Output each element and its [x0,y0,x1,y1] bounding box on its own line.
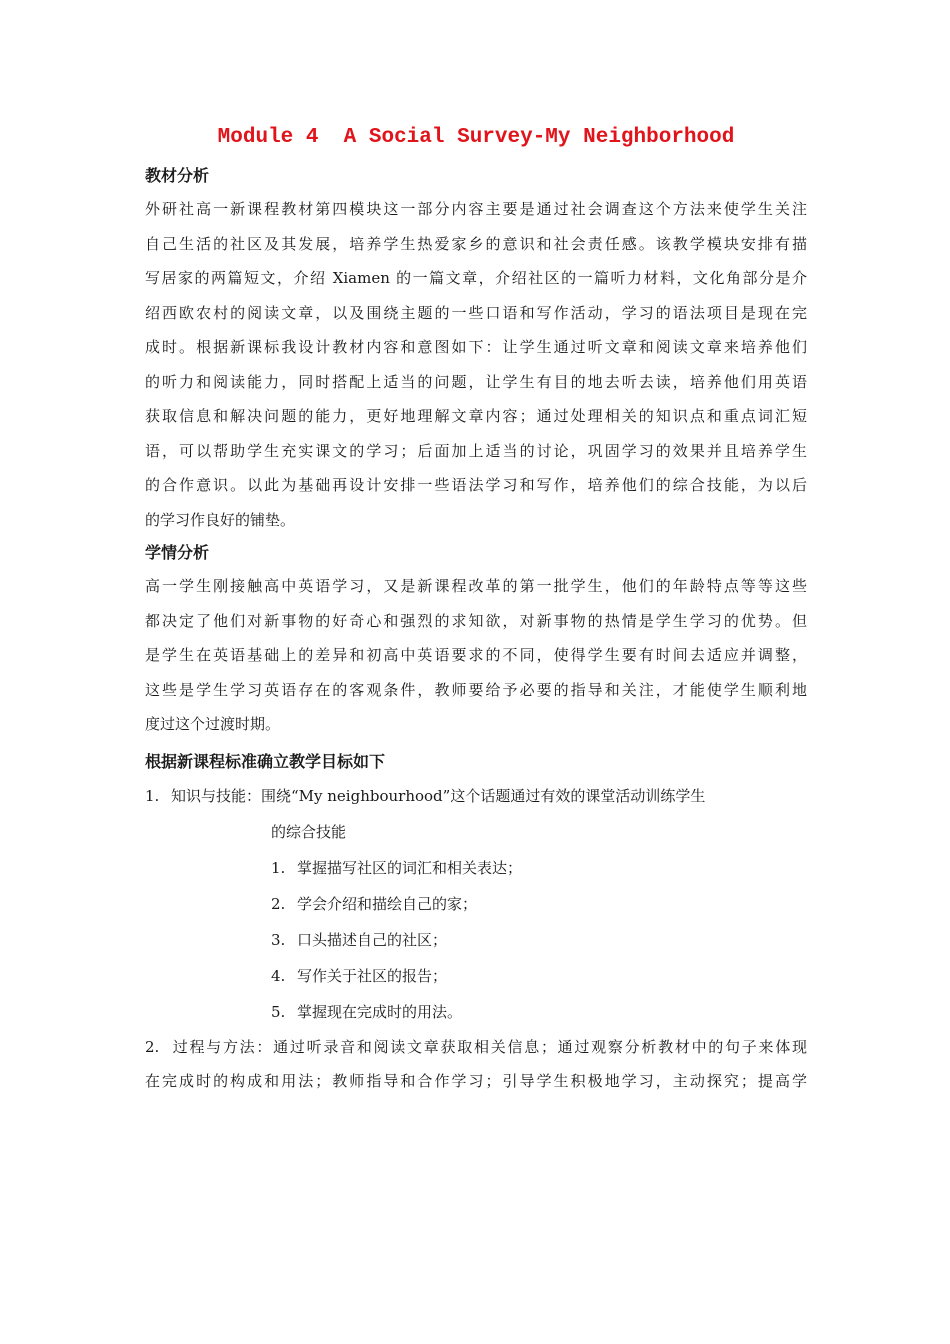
paragraph-textbook-analysis [145,192,807,537]
paragraph-line: 在完成时的构成和用法；教师指导和合作学习；引导学生积极地学习，主动探究；提高学 [145,1072,807,1090]
paragraph-line: 语，可以帮助学生充实课文的学习；后面加上适当的讨论，巩固学习的效果并且培养学生 [145,441,807,460]
section-heading-textbook-analysis: 教材分析 [145,166,210,185]
list-number: 4. [271,966,286,985]
paragraph-line: 绍西欧农村的阅读文章，以及围绕主题的一些口语和写作活动，学习的语法项目是现在完 [145,303,807,322]
paragraph-line: 外研社高一新课程教材第四模块这一部分内容主要是通过社会调查这个方法来使学生关注 [145,200,807,218]
objective-item-1 [145,778,807,814]
paragraph-line: 高一学生刚接触高中英语学习，又是新课程改革的第一批学生，他们的年龄特点等等这些 [145,577,807,595]
paragraph-line: 的听力和阅读能力，同时搭配上适当的问题，让学生有目的地去听去读，培养他们用英语 [145,372,807,391]
list-number: 3. [271,930,286,949]
section-heading-learner-analysis: 学情分析 [145,543,210,562]
paragraph-line: 的合作意识。以此为基础再设计安排一些语法学习和写作，培养他们的综合技能，为以后 [145,476,807,494]
sub-item-text: 口头描述自己的社区； [297,930,448,949]
sub-item-text: 写作关于社区的报告； [297,966,448,985]
document-title: Module 4 A Social Survey-My Neighborhood [217,126,735,149]
objective-text: 知识与技能：围绕“My neighbourhood”这个话题通过有效的课堂活动训练学生 [171,786,706,805]
objective-item-2 [145,1030,807,1099]
list-number: 1. [145,786,160,805]
section-heading-objectives: 根据新课程标准确立教学目标如下 [145,751,386,771]
sub-item-text: 掌握现在完成时的用法。 [297,1002,463,1021]
list-number: 5. [271,1002,286,1021]
sub-item-text: 学会介绍和描绘自己的家； [297,894,478,913]
paragraph-line: 度过这个过渡时期。 [145,715,281,733]
list-number: 1. [271,858,286,877]
sub-list-item [145,850,807,886]
sub-list-item [145,958,807,994]
paragraph-line: 的学习作良好的铺垫。 [145,510,296,529]
paragraph-line [145,1030,807,1065]
paragraph-line: 都决定了他们对新事物的好奇心和强烈的求知欲，对新事物的热情是学生学习的优势。但 [145,611,807,630]
sub-list-item [145,886,807,922]
paragraph-line: 自己生活的社区及其发展，培养学生热爱家乡的意识和社会责任感。该教学模块安排有描 [145,234,807,253]
objective-item-1-continuation: 的综合技能 [271,822,347,841]
sub-item-text: 掌握描写社区的词汇和相关表达； [297,858,523,877]
sub-list-item [145,922,807,958]
paragraph-line: 获取信息和解决问题的能力，更好地理解文章内容；通过处理相关的知识点和重点词汇短 [145,407,807,425]
paragraph-learner-analysis [145,569,807,742]
list-number: 2. [271,894,286,913]
document-page [145,120,807,1099]
sub-list-item [145,994,807,1030]
paragraph-line: 成时。根据新课标我设计教材内容和意图如下：让学生通过听文章和阅读文章来培养他们 [145,338,807,356]
list-number: 2. [145,1037,160,1056]
paragraph-line: 这些是学生学习英语存在的客观条件，教师要给予必要的指导和关注，才能使学生顺利地 [145,680,807,699]
objective-text: 过程与方法：通过听录音和阅读文章获取相关信息；通过观察分析教材中的句子来体现 [171,1037,807,1056]
paragraph-line: 是学生在英语基础上的差异和初高中英语要求的不同，使得学生要有时间去适应并调整， [145,646,807,664]
paragraph-line: 写居家的两篇短文，介绍 Xiamen 的一篇文章，介绍社区的一篇听力材料，文化角部分是介 [145,269,807,287]
